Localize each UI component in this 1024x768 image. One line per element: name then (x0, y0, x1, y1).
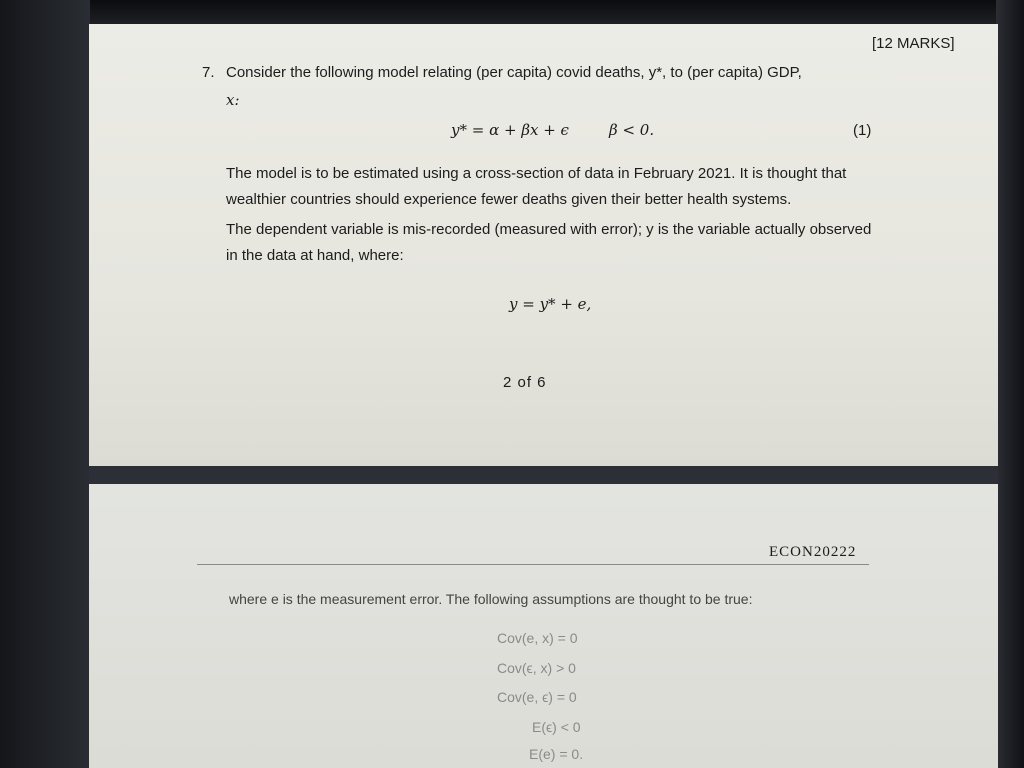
x-variable: x: (226, 91, 240, 109)
page-count: 2 of 6 (503, 374, 547, 391)
paragraph-estimation: The model is to be estimated using a cross-section of data in February 2021. It is thought that wealthier countries should experience fewer deaths given their better health systems. (226, 165, 847, 208)
assumption: E(e) = 0. (529, 746, 584, 762)
document-page-1 (89, 24, 998, 466)
question-number: 7. (202, 64, 215, 81)
document-page-2 (89, 484, 998, 768)
paragraph-measurement: The dependent variable is mis-recorded (measured with error); y is the variable actually observed in the data at hand, where: (226, 221, 872, 264)
header-rule (197, 564, 869, 565)
monitor-bezel-right (996, 0, 1024, 768)
assumption: Cov(e, ϵ) = 0 (497, 689, 577, 705)
course-code: ECON20222 (769, 544, 857, 560)
marks-label: [12 MARKS] (872, 35, 955, 52)
assumption: Cov(ϵ, x) > 0 (497, 660, 576, 676)
assumption: Cov(e, x) = 0 (497, 630, 578, 646)
equation-number: (1) (853, 122, 872, 139)
model-equation: y* = α + βx + ϵ (451, 121, 569, 139)
monitor-bezel-left (0, 0, 90, 768)
question-text: Consider the following model relating (per capita) covid deaths, y*, to (per capita) GDP, (226, 64, 802, 81)
model-condition: β < 0. (609, 121, 655, 139)
page-gap (89, 466, 998, 484)
where-text: where e is the measurement error. The following assumptions are thought to be true: (229, 591, 753, 607)
measurement-equation: y = y* + e, (509, 295, 592, 313)
assumption: E(ϵ) < 0 (532, 719, 581, 735)
